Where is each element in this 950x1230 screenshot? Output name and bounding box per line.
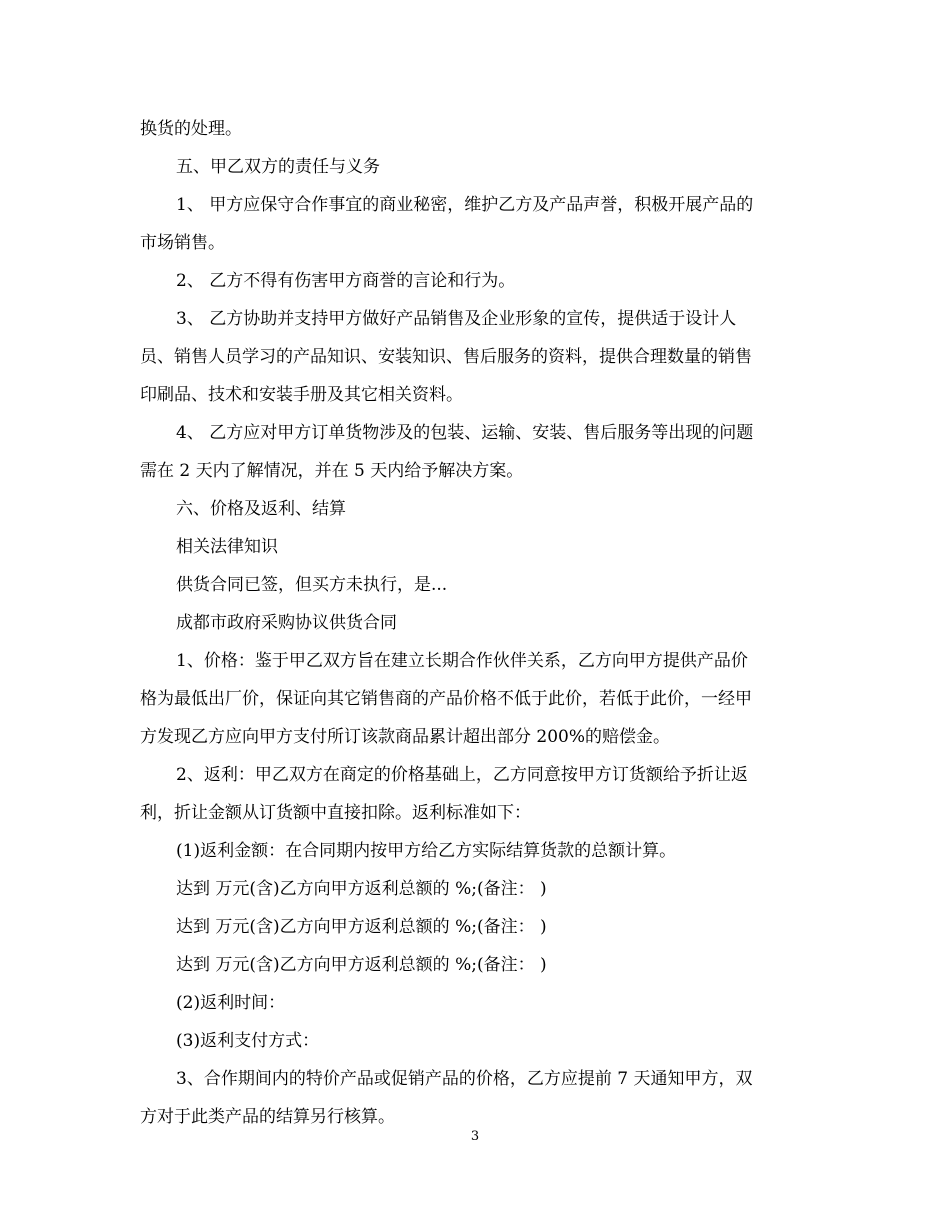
text-line: 市场销售。	[140, 233, 225, 253]
page-number: 3	[470, 1129, 480, 1144]
text-line: 1、 甲方应保守合作事宜的商业秘密，维护乙方及产品声誉，积极开展产品的	[176, 195, 754, 215]
section-heading: 五、甲乙双方的责任与义务	[176, 157, 380, 177]
text-line: 2、返利：甲乙双方在商定的价格基础上，乙方同意按甲方订货额给予折让返	[176, 765, 748, 785]
text-line: 达到 万元(含)乙方向甲方返利总额的 %;(备注： )	[176, 879, 547, 899]
text-line: 4、 乙方应对甲方订单货物涉及的包装、运输、安装、售后服务等出现的问题	[176, 423, 754, 443]
text-line: 换货的处理。	[140, 119, 242, 139]
text-line: (2)返利时间：	[176, 993, 286, 1013]
text-line: (3)返利支付方式：	[176, 1031, 320, 1051]
related-link[interactable]: 成都市政府采购协议供货合同	[176, 613, 397, 633]
text-line: 2、 乙方不得有伤害甲方商誉的言论和行为。	[176, 271, 516, 291]
text-line: 印刷品、技术和安装手册及其它相关资料。	[140, 385, 463, 405]
text-line: 3、 乙方协助并支持甲方做好产品销售及企业形象的宣传，提供适于设计人	[176, 309, 737, 329]
section-heading: 六、价格及返利、结算	[176, 499, 346, 519]
related-link[interactable]: 相关法律知识	[176, 537, 278, 557]
text-line: 达到 万元(含)乙方向甲方返利总额的 %;(备注： )	[176, 917, 547, 937]
text-line: 利，折让金额从订货额中直接扣除。返利标准如下：	[140, 803, 531, 823]
text-line: 1、价格：鉴于甲乙双方旨在建立长期合作伙伴关系，乙方向甲方提供产品价	[176, 651, 748, 671]
related-link[interactable]: 供货合同已签，但买方未执行，是...	[176, 575, 448, 595]
text-line: 方对于此类产品的结算另行核算。	[140, 1107, 395, 1127]
text-line: 需在 2 天内了解情况，并在 5 天内给予解决方案。	[140, 461, 524, 481]
text-line: 员、销售人员学习的产品知识、安装知识、售后服务的资料，提供合理数量的销售	[140, 347, 752, 367]
text-line: 3、合作期间内的特价产品或促销产品的价格，乙方应提前 7 天通知甲方，双	[176, 1069, 753, 1089]
text-line: 格为最低出厂价，保证向其它销售商的产品价格不低于此价，若低于此价，一经甲	[140, 689, 752, 709]
text-line: 方发现乙方应向甲方支付所订该款商品累计超出部分 200%的赔偿金。	[140, 727, 671, 747]
text-line: (1)返利金额：在合同期内按甲方给乙方实际结算货款的总额计算。	[176, 841, 677, 861]
text-line: 达到 万元(含)乙方向甲方返利总额的 %;(备注： )	[176, 955, 547, 975]
